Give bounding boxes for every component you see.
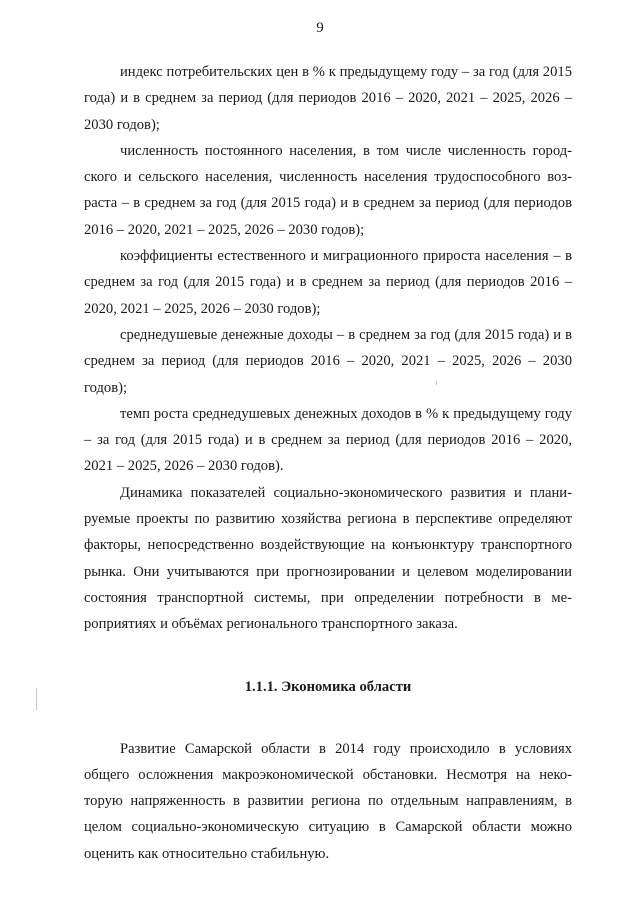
section-heading: 1.1.1. Экономика области: [244, 678, 412, 695]
paragraph-cpi-index: индекс потребительских цен в % к предыдущему году – за год (для 2015 года) и в среднем за период (для периодов 2016 – 2020, 2021 – 2025, 2026 – 2030 годов);: [84, 64, 572, 133]
paragraph-income-growth: темп роста среднедушевых денежных доходов в % к предыдущему году – за год (для 2015 года) и в среднем за период (для периодов 2016 – 2020, 2021 – 2025, 2026 – 2030 годов).: [84, 405, 572, 475]
paragraph-dynamics: Динамика показателей социально-экономического развития и планируемые проекты по развитию хозяйства региона в перспективе определяют факторы, непосредственно воздействующие на конъюнктуру транспортного рынка. Они учитываются при прогнозировании и целевом моделировании состояния транспортной системы, при определении потребности в мероприятиях и объёмах регионального транспортного заказа.: [84, 484, 572, 633]
page-content: [84, 59, 572, 867]
paragraph-income: среднедушевые денежные доходы – в среднем за год (для 2015 года) и в среднем за период (для периодов 2016 – 2020, 2021 – 2025, 2026 – 2030 годов);: [84, 326, 572, 396]
scan-artifact-right: [436, 381, 437, 385]
scan-artifact-left: [36, 688, 37, 710]
paragraph-regional-development: Развитие Самарской области в 2014 году происходило в условиях общего осложнения макроэкономической обстановки. Несмотря на некоторую напряженность в развитии региона по отдельным направлениям, в целом социально-экономическую ситуацию в Самарской области можно оценить как относительно стабильную.: [84, 740, 572, 862]
paragraph-growth-coefficients: коэффициенты естественного и миграционного прироста населения – в среднем за год (для 2015 года) и в среднем за период (для периодов 2016 – 2020, 2021 – 2025, 2026 – 2030 годов);: [84, 248, 572, 317]
page-number: 9: [316, 20, 324, 36]
paragraph-population: численность постоянного населения, в том числе численность городского и сельского населения, численность населения трудоспособного возраста – в среднем за год (для 2015 года) и в среднем за период (для периодов 2016 – 2020, 2021 – 2025, 2026 – 2030 годов);: [84, 142, 572, 238]
